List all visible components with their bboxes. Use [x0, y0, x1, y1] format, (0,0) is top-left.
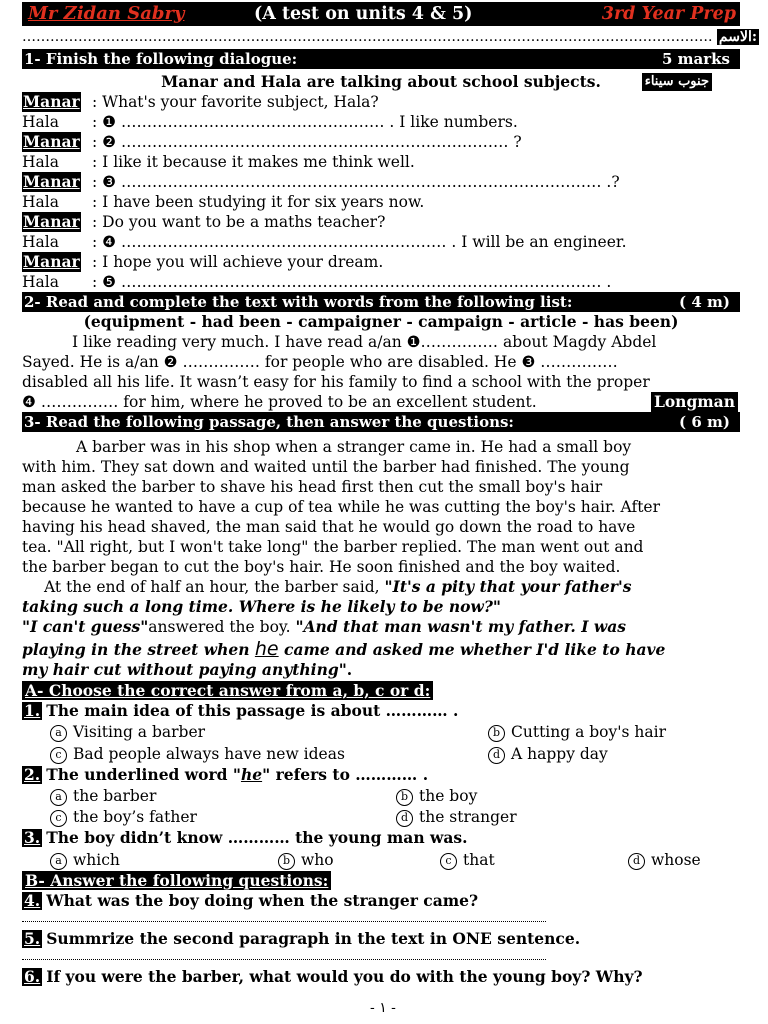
q1-option-b[interactable]: b Cutting a boy's hair [488, 722, 666, 742]
choice-b-icon: b [488, 725, 505, 742]
dialogue-text: : What's your favorite subject, Hala? [92, 93, 379, 111]
speaker-name: Hala [22, 273, 59, 291]
q2-line-4: ❹ …………… for him, where he proved to be an excellent student. Longman [22, 392, 740, 412]
speaker-name: Manar [23, 172, 80, 191]
speaker-name: Hala [22, 113, 59, 131]
dialogue-text: : I have been studying it for six years now. [92, 193, 425, 211]
speaker-name: Manar [23, 212, 80, 231]
passage-text: A barber was in his shop when a stranger came in. He had a small boy [76, 438, 632, 456]
dialogue-text: : I like it because it makes me think well. [92, 153, 415, 171]
q1-option-a[interactable]: a Visiting a barber [50, 722, 205, 742]
part-b-heading-row [22, 871, 740, 891]
q1-option-c[interactable]: c Bad people always have new ideas [50, 744, 345, 764]
q3-option-c[interactable]: c that [440, 850, 495, 870]
name-dots: …………………………………………………………………………………………………………………………………. [22, 29, 713, 45]
question-6: 6. If you were the barber, what would you do with the young boy? Why? [24, 967, 643, 986]
q1-option-d[interactable]: d A happy day [488, 744, 608, 764]
q3-option-d[interactable]: d whose [628, 850, 701, 870]
teacher-name: Mr Zidan Sabry [28, 3, 185, 24]
name-label: الاسم: [718, 29, 757, 45]
choice-d-icon: d [396, 810, 413, 827]
dialogue-text: : ❶ …………………………………………… . I like numbers. [92, 113, 518, 131]
dialogue-text: : I hope you will achieve your dream. [92, 253, 384, 271]
q2-option-a[interactable]: a the barber [50, 786, 156, 806]
speaker-name: Hala [22, 193, 59, 211]
passage-text: man asked the barber to shave his head first then cut the small boy's hair [22, 478, 603, 496]
q3-marks: ( 6 m) [679, 413, 730, 431]
page-number: - ١ - [370, 1000, 396, 1016]
passage-text: with him. They sat down and waited until the barber had finished. The young [22, 458, 630, 476]
answer-line-5[interactable] [22, 958, 546, 960]
question-1: 1. The main idea of this passage is about ………… . [24, 701, 459, 720]
dialogue-text: : ❸ ………………………………………………………………………………… .? [92, 173, 620, 191]
choice-c-icon: c [50, 747, 67, 764]
choice-c-icon: c [50, 810, 67, 827]
q2-line-3: disabled all his life. It wasn’t easy for his family to find a school with the proper [22, 373, 650, 391]
q3-option-a[interactable]: a which [50, 850, 120, 870]
q3-option-b[interactable]: b who [278, 850, 334, 870]
exam-header [22, 2, 740, 26]
choice-d-icon: d [628, 853, 645, 870]
dialogue-text: : ❷ ………………………………………………………………… ? [92, 133, 522, 151]
passage-p2-line-3: "I can't guess"answered the boy. "And that man wasn't my father. I was [22, 617, 626, 636]
exam-title: (A test on units 4 & 5) [254, 4, 473, 24]
source-label: Longman [651, 392, 738, 412]
q2-heading: 2- Read and complete the text with words from the following list: [24, 293, 573, 311]
underlined-he: he [254, 638, 279, 660]
q2-word-list: (equipment - had been - campaigner - campaign - article - has been) [83, 312, 679, 331]
dialogue-text: : ❹ ……………………………………………………… . I will be an engineer. [92, 233, 627, 251]
student-name-line [22, 27, 757, 47]
dialogue-text: : ❺ ………………………………………………………………………………… . [92, 273, 612, 291]
grade-label: 3rd Year Prep [601, 4, 736, 24]
q2-line-2: Sayed. He is a/an ❷ …………… for people who are disabled. He ❸ …………… [22, 353, 618, 371]
q2-option-b[interactable]: b the boy [396, 786, 477, 806]
choice-a-icon: a [50, 789, 67, 806]
q2-option-c[interactable]: c the boy’s father [50, 807, 197, 827]
q2-option-d[interactable]: d the stranger [396, 807, 517, 827]
answer-line-4[interactable] [22, 920, 546, 922]
q1-heading: 1- Finish the following dialogue: [24, 50, 298, 68]
choice-a-icon: a [50, 853, 67, 870]
part-a-heading-row [22, 681, 740, 701]
speaker-name: Hala [22, 233, 59, 251]
question-4: 4. What was the boy doing when the stranger came? [24, 891, 479, 910]
q3-heading-bar [22, 412, 740, 432]
region-stamp: جنوب سيناء [642, 73, 712, 91]
part-a-heading: A- Choose the correct answer from a, b, c or d: [22, 681, 433, 700]
q2-marks: ( 4 m) [679, 293, 730, 311]
speaker-name: Manar [23, 92, 80, 111]
choice-b-icon: b [396, 789, 413, 806]
question-2: 2. The underlined word "he" refers to ………… . [24, 765, 429, 784]
choice-b-icon: b [278, 853, 295, 870]
q1-marks: 5 marks [662, 50, 730, 68]
passage-p2-line-4: playing in the street when he came and asked me whether I'd like to have [22, 638, 666, 660]
q2-heading-bar [22, 292, 740, 312]
choice-d-icon: d [488, 747, 505, 764]
part-b-heading: B- Answer the following questions: [22, 871, 331, 890]
dialogue-text: : Do you want to be a maths teacher? [92, 213, 386, 231]
q1-heading-bar [22, 49, 740, 69]
passage-p2-line-5: my hair cut without paying anything". [22, 660, 353, 679]
passage-text: tea. "All right, but I won't take long" the barber replied. The man went out and [22, 538, 644, 556]
passage-text: because he wanted to have a cup of tea while he was cutting the boy's hair. After [22, 498, 661, 516]
speaker-name: Manar [23, 252, 80, 271]
passage-text: the barber began to cut the boy's hair. He soon finished and the boy waited. [22, 558, 621, 576]
q3-heading: 3- Read the following passage, then answer the questions: [24, 413, 514, 431]
speaker-name: Manar [23, 132, 80, 151]
speaker-name: Hala [22, 153, 59, 171]
passage-text: having his head shaved, the man said that he would go down the road to have [22, 518, 636, 536]
question-5: 5. Summrize the second paragraph in the text in ONE sentence. [24, 929, 581, 948]
q1-intro-row [22, 72, 740, 92]
choice-a-icon: a [50, 725, 67, 742]
choice-c-icon: c [440, 853, 457, 870]
passage-p2-line-2: taking such a long time. Where is he likely to be now?" [22, 597, 501, 616]
q1-intro: Manar and Hala are talking about school subjects. [161, 72, 601, 91]
question-3: 3. The boy didn’t know ………… the young man was. [24, 828, 468, 847]
